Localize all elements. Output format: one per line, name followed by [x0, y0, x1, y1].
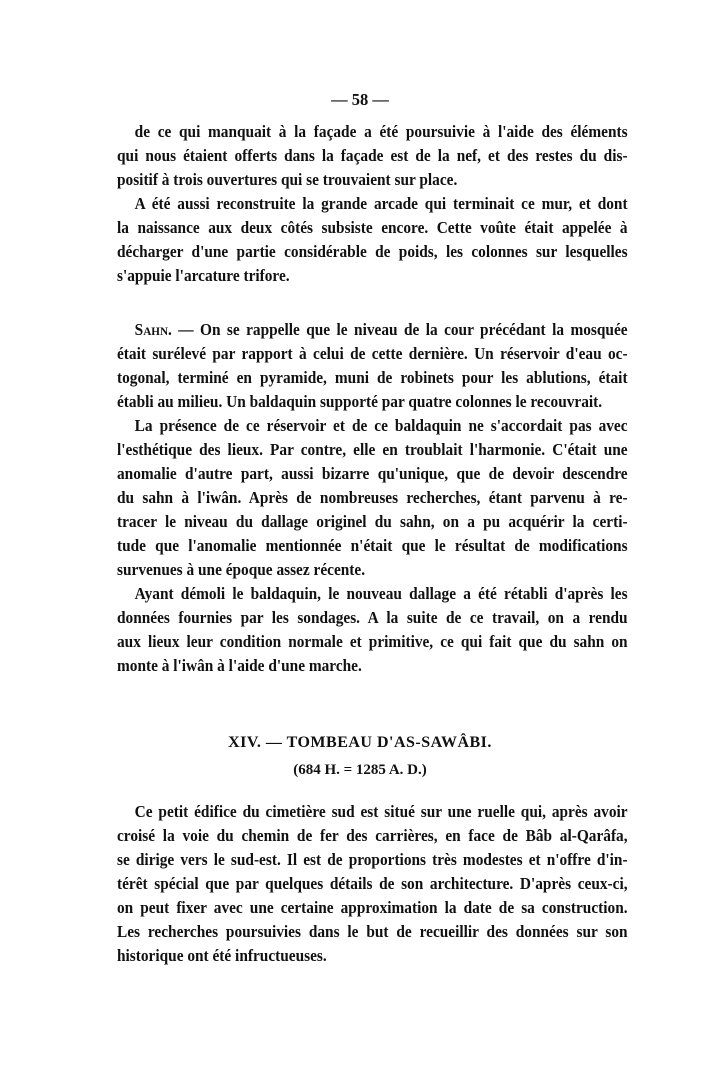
- text-line: s'appuie l'arcature trifore.: [117, 266, 290, 285]
- text-line: se dirige vers le sud-est. Il est de proportions très modestes et n'offre d'in-: [117, 850, 628, 869]
- text-line: décharger d'une partie considérable de poids, les colonnes sur lesquelles: [117, 242, 628, 261]
- text-line: A été aussi reconstruite la grande arcade qui terminait ce mur, et dont: [134, 194, 628, 213]
- text-line: tude que l'anomalie mentionnée n'était que le résultat de modifications: [117, 536, 628, 555]
- text-line: La présence de ce réservoir et de ce baldaquin ne s'accordait pas avec: [134, 416, 628, 435]
- line-text: — On se rappelle que le niveau de la cour précédant la mosquée: [171, 320, 628, 339]
- section-date: (684 H. = 1285 A. D.): [293, 762, 427, 778]
- text-line: croisé la voie du chemin de fer des carrières, en face de Bâb al-Qarâfa,: [117, 826, 628, 845]
- text-line: du sahn à l'iwân. Après de nombreuses recherches, étant parvenu à re-: [117, 488, 628, 507]
- text-line: était surélevé par rapport à celui de cette dernière. Un réservoir d'eau oc-: [117, 344, 628, 363]
- text-line: qui nous étaient offerts dans la façade est de la nef, et des restes du dis-: [117, 146, 628, 165]
- text-line: aux lieux leur condition normale et primitive, ce qui fait que du sahn on: [117, 632, 628, 651]
- text-line: togonal, terminé en pyramide, muni de robinets pour les ablutions, était: [117, 368, 628, 387]
- text-line: la naissance aux deux côtés subsiste encore. Cette voûte était appelée à: [117, 218, 628, 237]
- text-line: tracer le niveau du dallage originel du sahn, on a pu acquérir la certi-: [117, 512, 628, 531]
- text-line: [117, 320, 628, 340]
- text-line: Les recherches poursuivies dans le but de recueillir des données sur son: [117, 922, 628, 941]
- text-line: monte à l'iwân à l'aide d'une marche.: [117, 656, 362, 675]
- text-line: Ce petit édifice du cimetière sud est situé sur une ruelle qui, après avoir: [134, 802, 628, 821]
- text-line: de ce qui manquait à la façade a été poursuivie à l'aide des éléments: [134, 122, 628, 141]
- text-line: térêt spécial que par quelques détails de son architecture. D'après ceux-ci,: [117, 874, 628, 893]
- text-line: positif à trois ouvertures qui se trouvaient sur place.: [117, 170, 458, 189]
- text-line: on peut fixer avec une certaine approximation la date de sa construction.: [117, 898, 628, 917]
- text-line: historique ont été infructueuses.: [117, 946, 327, 965]
- text-line: Ayant démoli le baldaquin, le nouveau dallage a été rétabli d'après les: [134, 584, 628, 603]
- sahn-label: Sahn.: [134, 320, 172, 339]
- text-line: établi au milieu. Un baldaquin supporté par quatre colonnes le recouvrait.: [117, 392, 603, 411]
- page-number: — 58 —: [331, 90, 389, 109]
- text-line: données fournies par les sondages. A la suite de ce travail, on a rendu: [117, 608, 628, 627]
- text-line: l'esthétique des lieux. Par contre, elle en troublait l'harmonie. C'était une: [117, 440, 628, 459]
- text-line: anomalie d'autre part, aussi bizarre qu'unique, que de devoir descendre: [117, 464, 628, 483]
- section-title: XIV. — TOMBEAU D'AS-SAWÂBI.: [228, 734, 492, 751]
- text-line: survenues à une époque assez récente.: [117, 560, 366, 579]
